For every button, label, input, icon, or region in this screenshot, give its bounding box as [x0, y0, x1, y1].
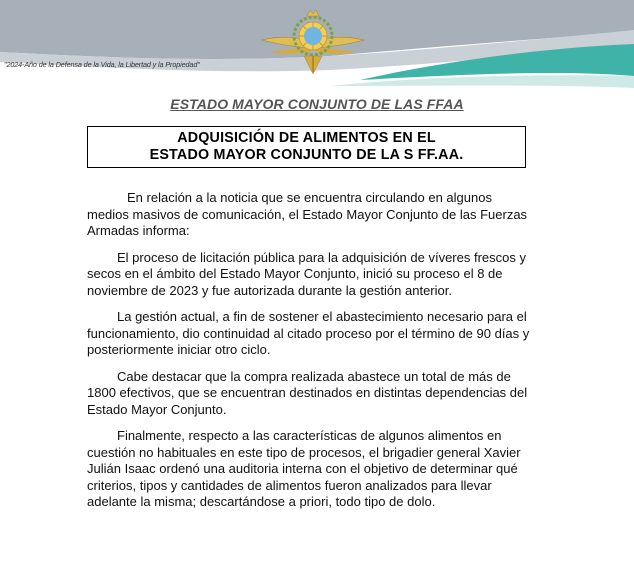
document-title-line-2: ESTADO MAYOR CONJUNTO DE LA S FF.AA. — [149, 147, 464, 163]
paragraph-internal-audit: Finalmente, respecto a las características de algunos alimentos en cuestión no habituales en este tipo de procesos, el brigadier general Xavier Julián Isaac ordenó una auditoria interna con el objetivo de determinar qué criterios, tipos y cantidades de alimentos fueron analizados para llevar adelante la misma; descartándose a priori, todo tipo de dolo. — [87, 428, 521, 509]
header-motto: "2024-Año de la Defensa de la Vida, la Libertad y la Propiedad" — [4, 60, 200, 69]
organization-title: ESTADO MAYOR CONJUNTO DE LAS FFAA — [170, 96, 464, 112]
paragraph-personnel-supply: Cabe destacar que la compra realizada abastece un total de más de 1800 efectivos, que se encuentran destinados en distintas dependencias del Estado Mayor Conjunto. — [87, 368, 528, 417]
paragraph-intro: En relación a la noticia que se encuentra circulando en algunos medios masivos de comunicación, el Estado Mayor Conjunto de las Fuerzas Armadas informa: — [87, 190, 528, 238]
paragraph-tender-process: El proceso de licitación pública para la adquisición de víveres frescos y secos en el ámbito del Estado Mayor Conjunto, inició su proceso el 8 de noviembre de 2023 y fue autorizada durante la gestión anterior. — [87, 249, 526, 298]
document-title-line-1: ADQUISICIÓN DE ALIMENTOS EN EL — [177, 130, 436, 146]
armed-forces-emblem-icon — [258, 2, 368, 80]
paragraph-current-management: La gestión actual, a fin de sostener el abastecimiento necesario para el funcionamiento, dio continuidad al citado proceso por el término de 90 días y posteriormente iniciar otro ciclo. — [87, 309, 530, 357]
document-title-box — [87, 126, 526, 168]
document-body — [87, 190, 537, 521]
